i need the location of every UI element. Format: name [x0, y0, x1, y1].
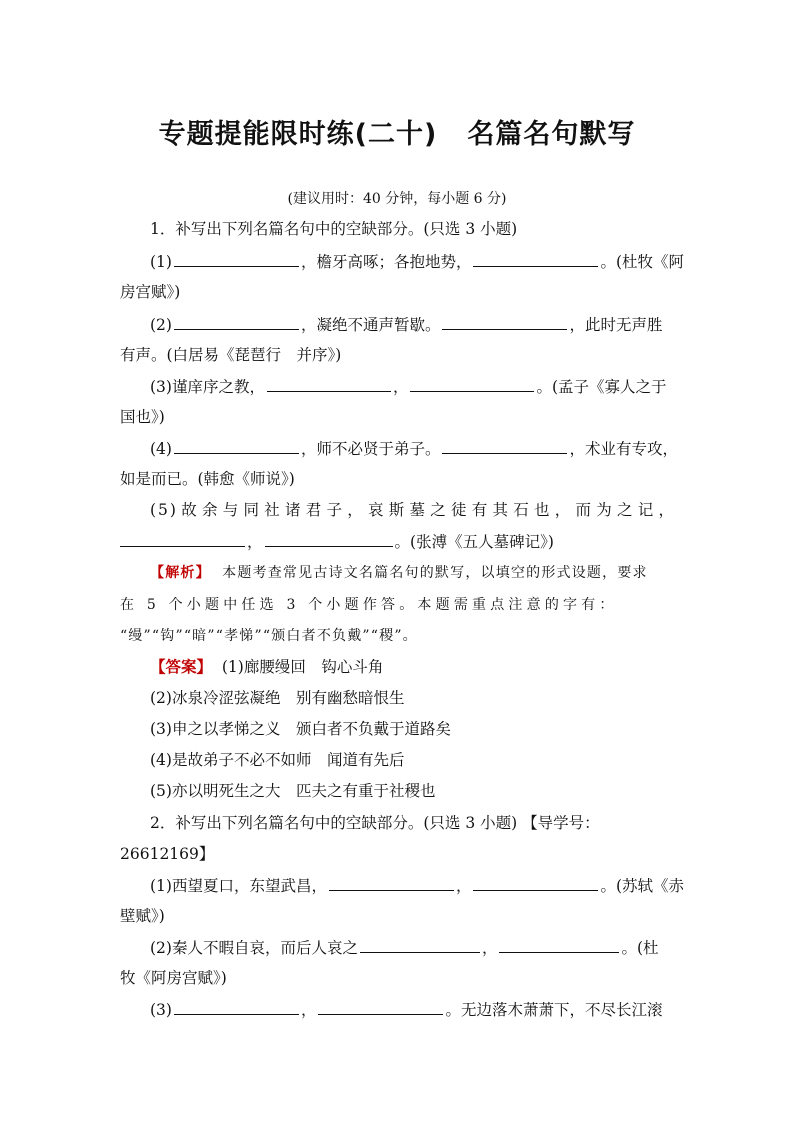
- q2-item-3-line1: (3) ， 。无边落木萧萧下，不尽长江滚: [150, 998, 676, 1021]
- answer-line-3: (3)申之以孝悌之义 颁白者不负戴于道路矣: [150, 720, 451, 738]
- answer-line-4: (4)是故弟子不必不如师 闻道有先后: [150, 751, 405, 769]
- q1-item-1-line1: (1) ，檐牙高啄；各抱地势， 。(杜牧《阿: [150, 250, 676, 273]
- q2-stem: 2．补写出下列名篇名句中的空缺部分。(只选 3 小题) 【导学号：: [150, 814, 600, 832]
- title-part-1: 专题提能限时练(二十): [158, 119, 438, 150]
- answer-blank: [120, 530, 245, 547]
- answer-blank: [499, 936, 619, 953]
- q1-item-5-line2: ， 。(张溥《五人墓碑记》): [120, 530, 676, 553]
- q1-stem: 1．补写出下列名篇名句中的空缺部分。(只选 3 小题): [150, 220, 518, 238]
- q2-doc-number: 26612169】: [120, 845, 215, 863]
- q1-item-2-line1: (2) ，凝绝不通声暂歇。 ，此时无声胜: [150, 313, 676, 336]
- title-part-2: 名篇名句默写: [467, 119, 636, 150]
- answer-blank: [410, 375, 534, 392]
- analysis-line-3: “缦”“钩”“暗”“孝悌”“颁白者不负戴”“稷”。: [120, 628, 418, 644]
- answer-blank: [473, 250, 598, 267]
- answer-line-1: 【答案】 (1)廊腰缦回 钩心斗角: [150, 657, 384, 676]
- q1-item-4-line1: (4) ，师不必贤于弟子。 ，术业有专攻，: [150, 437, 676, 460]
- q1-item-5-line1: (5)故余与同社诸君子，哀斯墓之徒有其石也，而为之记，: [150, 501, 676, 519]
- q2-item-1-line1: (1)西望夏口，东望武昌， ， 。(苏轼《赤: [150, 874, 676, 897]
- answer-blank: [360, 936, 480, 953]
- time-note: (建议用时：40 分钟，每小题 6 分): [287, 191, 507, 207]
- answer-blank: [318, 998, 443, 1015]
- answer-line-2: (2)冰泉冷涩弦凝绝 别有幽愁暗恨生: [150, 689, 405, 707]
- answer-blank: [174, 998, 299, 1015]
- q1-item-3-line2: 国也》): [120, 408, 165, 426]
- answer-blank: [267, 375, 391, 392]
- answer-blank: [442, 437, 567, 454]
- page-title: [0, 112, 794, 151]
- q1-item-2-line2: 有声。(白居易《琵琶行 并序》): [120, 346, 342, 364]
- answer-blank: [174, 313, 299, 330]
- q2-item-1-line2: 壁赋》): [120, 907, 165, 925]
- q2-item-2-line2: 牧《阿房宫赋》): [120, 969, 227, 987]
- answer-tag: 【答案】: [150, 657, 213, 676]
- q1-item-1-line2: 房宫赋》): [120, 283, 181, 301]
- analysis-line-1: 【解析】 本题考查常见古诗文名篇名句的默写，以填空的形式设题，要求: [150, 565, 648, 581]
- q1-item-4-line2: 如是而已。(韩愈《师说》): [120, 470, 295, 488]
- answer-blank: [174, 250, 299, 267]
- answer-line-5: (5)亦以明死生之大 匹夫之有重于社稷也: [150, 782, 436, 800]
- answer-blank: [473, 874, 598, 891]
- answer-blank: [174, 437, 299, 454]
- answer-blank: [329, 874, 454, 891]
- q1-item-3-line1: (3)谨庠序之教， ， 。(孟子《寡人之于: [150, 375, 676, 398]
- answer-blank: [265, 530, 393, 547]
- q2-item-2-line1: (2)秦人不暇自哀，而后人哀之 ， 。(杜: [150, 936, 676, 959]
- analysis-line-2: 在 5 个小题中任选 3 个小题作答。本题需重点注意的字有：: [120, 597, 618, 613]
- answer-blank: [442, 313, 567, 330]
- analysis-tag: 【解析】: [150, 565, 211, 581]
